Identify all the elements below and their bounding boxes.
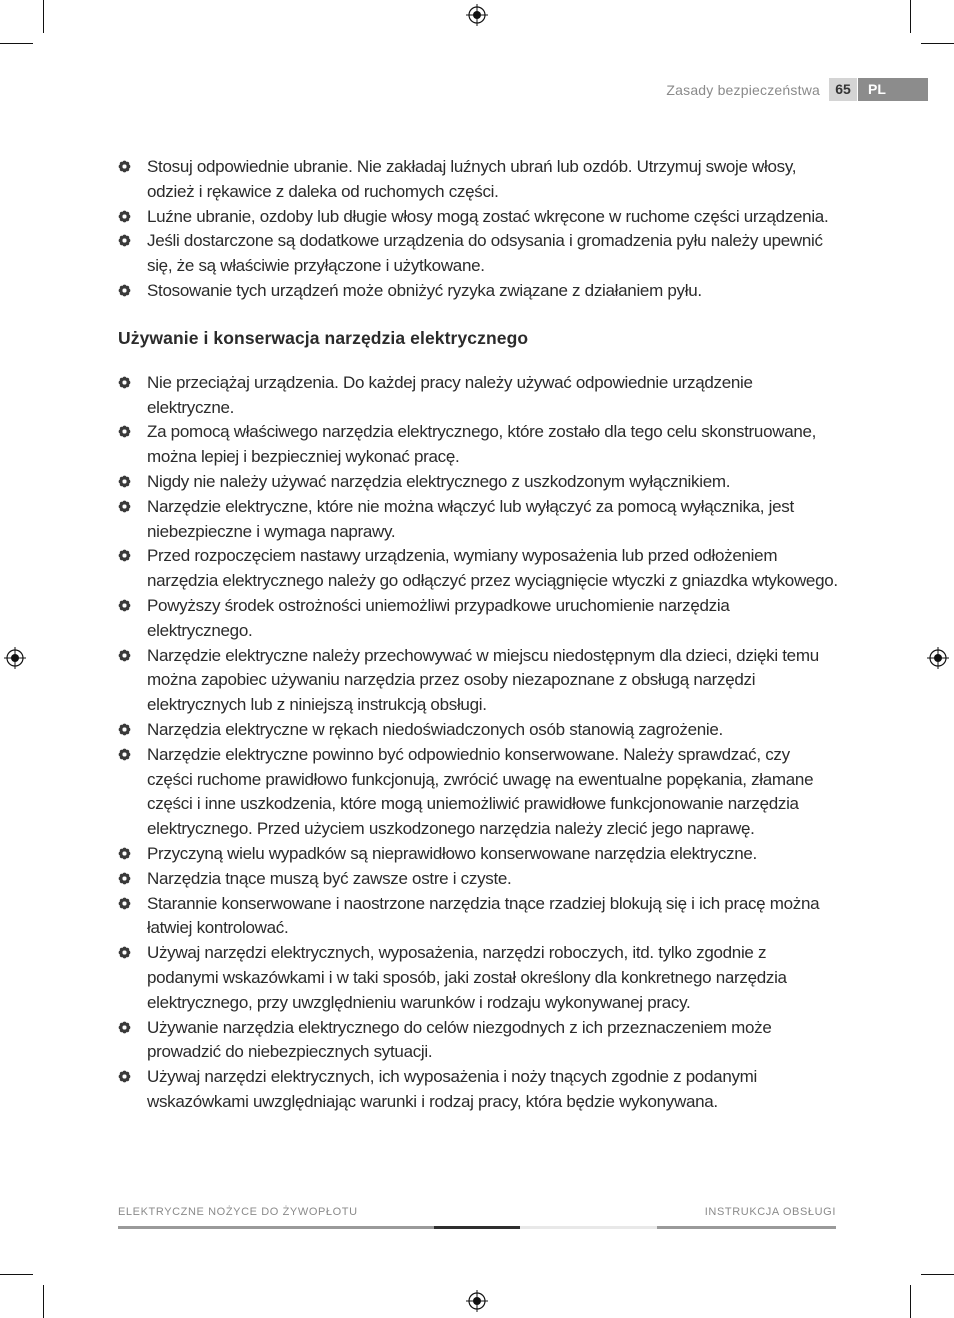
- list-item: [118, 495, 838, 545]
- list-item-text: Luźne ubranie, ozdoby lub długie włosy mogą zostać wkręcone w ruchome części urządzenia.: [147, 206, 829, 226]
- page-number: 65: [829, 78, 857, 101]
- footer-rule: [434, 1226, 520, 1229]
- flower-bullet-icon: [118, 210, 131, 223]
- bullet-list-clothing: [118, 155, 838, 304]
- flower-bullet-icon: [118, 500, 131, 513]
- section-heading: Używanie i konserwacja narzędzia elektrycznego: [118, 327, 529, 348]
- flower-bullet-icon: [118, 847, 131, 860]
- list-item-text: Przed rozpoczęciem nastawy urządzenia, wymiany wyposażenia lub przed odłożeniem narzędzia elektrycznego należy go odłączyć przez wyciągnięcie wtyczki z gniazdka wtykowego.: [147, 546, 838, 591]
- section-title: Zasady bezpieczeństwa: [666, 82, 820, 98]
- flower-bullet-icon: [118, 1021, 131, 1034]
- crop-mark: [921, 1274, 954, 1275]
- footer-rule: [657, 1226, 836, 1229]
- list-item: [118, 470, 838, 495]
- list-item: [118, 743, 838, 842]
- flower-bullet-icon: [118, 649, 131, 662]
- crop-mark: [43, 1285, 44, 1318]
- crop-mark: [0, 1274, 33, 1275]
- registration-mark-icon: [4, 647, 26, 669]
- list-item: [118, 594, 838, 644]
- registration-mark-icon: [466, 4, 488, 26]
- list-item: [118, 420, 838, 470]
- flower-bullet-icon: [118, 872, 131, 885]
- list-item-text: Za pomocą właściwego narzędzia elektrycznego, które zostało dla tego celu skonstruowane, można lepiej i bezpieczniej wykonać pracę.: [147, 422, 817, 467]
- crop-mark: [910, 1285, 911, 1318]
- list-item: [118, 718, 838, 743]
- footer-manual-title: INSTRUKCJA OBSŁUGI: [704, 1206, 836, 1218]
- language-badge: PL: [858, 78, 928, 101]
- list-item-text: Narzędzie elektryczne należy przechowywać w miejscu niedostępnym dla dzieci, dzięki temu można zapobiec używaniu narzędzia przez osoby niezapoznane z obsługą narzędzi elektrycznych lub z niniejszą instrukcją obsługi.: [147, 645, 819, 715]
- flower-bullet-icon: [118, 1070, 131, 1083]
- footer-product-name: ELEKTRYCZNE NOŻYCE DO ŻYWOPŁOTU: [118, 1206, 358, 1218]
- list-item: [118, 1065, 838, 1115]
- list-item: [118, 892, 838, 942]
- flower-bullet-icon: [118, 946, 131, 959]
- list-item-text: Narzędzie elektryczne powinno być odpowiednio konserwowane. Należy sprawdzać, czy części ruchome prawidłowo funkcjonują, zwrócić uwagę na ewentualne popękania, złamane części i inne uszkodzenia, które mogą uniemożliwić prawidłowe funkcjonowanie narzędzia elektrycznego. Przed użyciem uszkodzonego narzędzia należy zlecić jego naprawę.: [147, 744, 814, 839]
- footer-rule: [520, 1226, 657, 1229]
- footer-rule: [118, 1226, 434, 1229]
- flower-bullet-icon: [118, 723, 131, 736]
- registration-mark-icon: [466, 1290, 488, 1312]
- list-item: [118, 941, 838, 1015]
- list-item: [118, 1016, 838, 1066]
- flower-bullet-icon: [118, 897, 131, 910]
- list-item-text: Przyczyną wielu wypadków są nieprawidłowo konserwowane narzędzia elektryczne.: [147, 843, 757, 863]
- list-item: [118, 371, 838, 421]
- bullet-list-tool-usage: [118, 371, 838, 1115]
- flower-bullet-icon: [118, 599, 131, 612]
- list-item: [118, 205, 838, 230]
- crop-mark: [43, 0, 44, 33]
- flower-bullet-icon: [118, 234, 131, 247]
- list-item-text: Starannie konserwowane i naostrzone narzędzia tnące rzadziej blokują się i ich pracę można łatwiej kontrolować.: [147, 893, 820, 938]
- list-item: [118, 544, 838, 594]
- list-item-text: Narzędzia tnące muszą być zawsze ostre i czyste.: [147, 868, 512, 888]
- list-item-text: Używaj narzędzi elektrycznych, ich wyposażenia i noży tnących zgodnie z podanymi wskazówkami uwzględniając warunki i rodzaj pracy, która będzie wykonywana.: [147, 1067, 758, 1111]
- page-header: [640, 78, 928, 101]
- list-item: [118, 279, 838, 304]
- flower-bullet-icon: [118, 160, 131, 173]
- flower-bullet-icon: [118, 748, 131, 761]
- flower-bullet-icon: [118, 475, 131, 488]
- flower-bullet-icon: [118, 376, 131, 389]
- list-item-text: Jeśli dostarczone są dodatkowe urządzenia do odsysania i gromadzenia pyłu należy upewnić się, że są właściwie przyłączone i użytkowane.: [147, 231, 823, 276]
- flower-bullet-icon: [118, 425, 131, 438]
- list-item-text: Powyższy środek ostrożności uniemożliwi przypadkowe uruchomienie narzędzia elektrycznego.: [147, 595, 730, 640]
- flower-bullet-icon: [118, 549, 131, 562]
- flower-bullet-icon: [118, 284, 131, 297]
- page-content: [118, 155, 838, 1115]
- list-item-text: Nie przeciążaj urządzenia. Do każdej pracy należy używać odpowiednie urządzenie elektryczne.: [147, 372, 753, 417]
- list-item: [118, 155, 838, 205]
- list-item-text: Stosuj odpowiednie ubranie. Nie zakładaj luźnych ubrań lub ozdób. Utrzymuj swoje włosy, odzież i rękawice z daleka od ruchomych części.: [147, 157, 797, 201]
- list-item-text: Narzędzie elektryczne, które nie można włączyć lub wyłączyć za pomocą wyłącznika, jest niebezpieczne i wymaga naprawy.: [147, 496, 794, 541]
- list-item: [118, 229, 838, 279]
- list-item: [118, 842, 838, 867]
- crop-mark: [910, 0, 911, 33]
- crop-mark: [921, 43, 954, 44]
- list-item: [118, 644, 838, 718]
- list-item-text: Nigdy nie należy używać narzędzia elektrycznego z uszkodzonym wyłącznikiem.: [147, 471, 731, 491]
- list-item: [118, 867, 838, 892]
- list-item-text: Używaj narzędzi elektrycznych, wyposażenia, narzędzi roboczych, itd. tylko zgodnie z podanymi wskazówkami i w taki sposób, jaki został określony dla konkretnego narzędzia elektrycznego, przy uwzględnieniu warunków i rodzaju wykonywanej pracy.: [147, 943, 787, 1012]
- list-item-text: Używanie narzędzia elektrycznego do celów niezgodnych z ich przeznaczeniem może prowadzić do niebezpiecznych sytuacji.: [147, 1017, 772, 1062]
- list-item-text: Stosowanie tych urządzeń może obniżyć ryzyka związane z działaniem pyłu.: [147, 280, 702, 300]
- list-item-text: Narzędzia elektryczne w rękach niedoświadczonych osób stanowią zagrożenie.: [147, 719, 723, 739]
- registration-mark-icon: [927, 647, 949, 669]
- crop-mark: [0, 43, 33, 44]
